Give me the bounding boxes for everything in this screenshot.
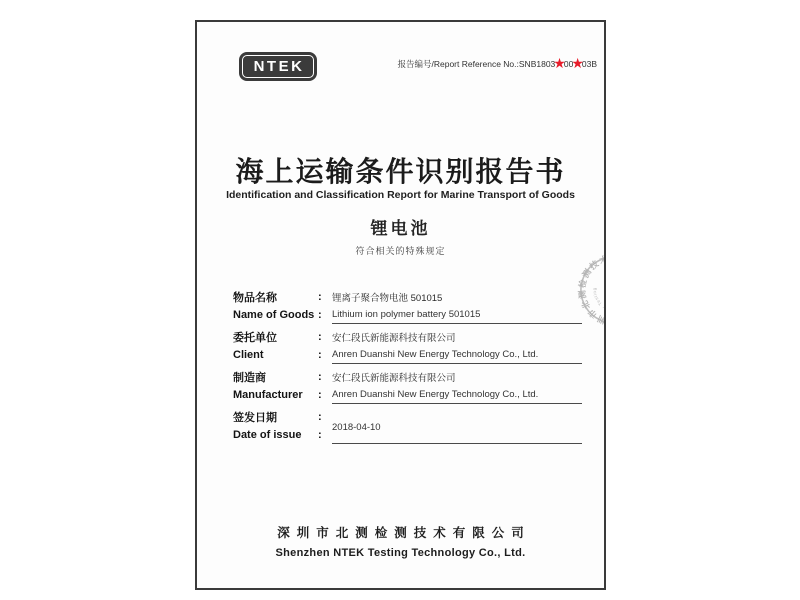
title-chinese: 海上运输条件识别报告书 (235, 156, 566, 187)
field-name-of-goods (233, 288, 582, 324)
field-label-cn: 制造商 (233, 372, 266, 384)
report-reference-seg2: 00 (563, 59, 574, 69)
field-label-en: Date of issue (233, 429, 302, 441)
field-value-en (332, 422, 582, 444)
report-reference-line (397, 55, 597, 71)
ntek-logo-text: NTEK (242, 55, 314, 78)
field-value-cn (332, 288, 582, 306)
field-value-en-text: Anren Duanshi New Energy Technology Co., Ltd. (332, 349, 539, 360)
report-reference-label: 报告编号/Report Reference No.: (397, 59, 519, 69)
field-value-cn (332, 328, 582, 346)
field-value-en (332, 346, 582, 364)
field-value-en-text: 2018-04-10 (332, 422, 381, 433)
goods-info-form (233, 288, 582, 448)
colon: : (318, 429, 322, 441)
title-english: Identification and Classification Report for Marine Transport of Goods (226, 189, 575, 201)
field-value-en-text: Anren Duanshi New Energy Technology Co., Ltd. (332, 389, 539, 400)
colon: : (318, 389, 322, 401)
colon: : (318, 331, 322, 343)
colon: : (318, 309, 322, 321)
report-reference-seg3: 03B (581, 59, 597, 69)
ntek-logo (239, 52, 317, 81)
field-manufacturer (233, 368, 582, 404)
field-label-en: Client (233, 349, 264, 361)
field-value-cn-text: 安仁段氏新能源科技有限公司 (332, 333, 456, 344)
field-label-en: Manufacturer (233, 389, 303, 401)
field-value-cn-text: 安仁段氏新能源科技有限公司 (332, 373, 456, 384)
redaction-star-icon: ★ (553, 55, 566, 71)
field-label-cn: 物品名称 (233, 292, 277, 304)
redaction-star-icon: ★ (571, 55, 584, 71)
field-value-en-text: Lithium ion polymer battery 501015 (332, 309, 481, 320)
colon: : (318, 349, 322, 361)
report-reference-seg1: SNB1803 (518, 59, 556, 69)
field-label-en: Name of Goods (233, 309, 315, 321)
field-label-cn: 委托单位 (233, 332, 277, 344)
stamp-arc-text: 深圳市北测检测技术有限公司 (576, 252, 649, 328)
field-value-cn-text: 锂离子聚合物电池 501015 (332, 293, 443, 304)
colon: : (318, 411, 322, 423)
subject-note: 符合相关的特殊规定 (355, 246, 446, 256)
field-value-cn (332, 368, 582, 386)
field-value-en (332, 306, 582, 324)
subject-lithium-battery: 锂电池 (370, 219, 431, 238)
stamp-inner-text: NTEK Testing (591, 287, 618, 313)
issuer-name-english: Shenzhen NTEK Testing Technology Co., Ltd. (275, 547, 526, 559)
field-date-of-issue (233, 408, 582, 444)
issuer-name-chinese: 深圳市北测检测技术有限公司 (277, 526, 531, 540)
colon: : (318, 371, 322, 383)
certificate-page (195, 20, 649, 590)
colon: : (318, 291, 322, 303)
field-label-cn: 签发日期 (233, 412, 277, 424)
field-value-en (332, 386, 582, 404)
field-client (233, 328, 582, 364)
